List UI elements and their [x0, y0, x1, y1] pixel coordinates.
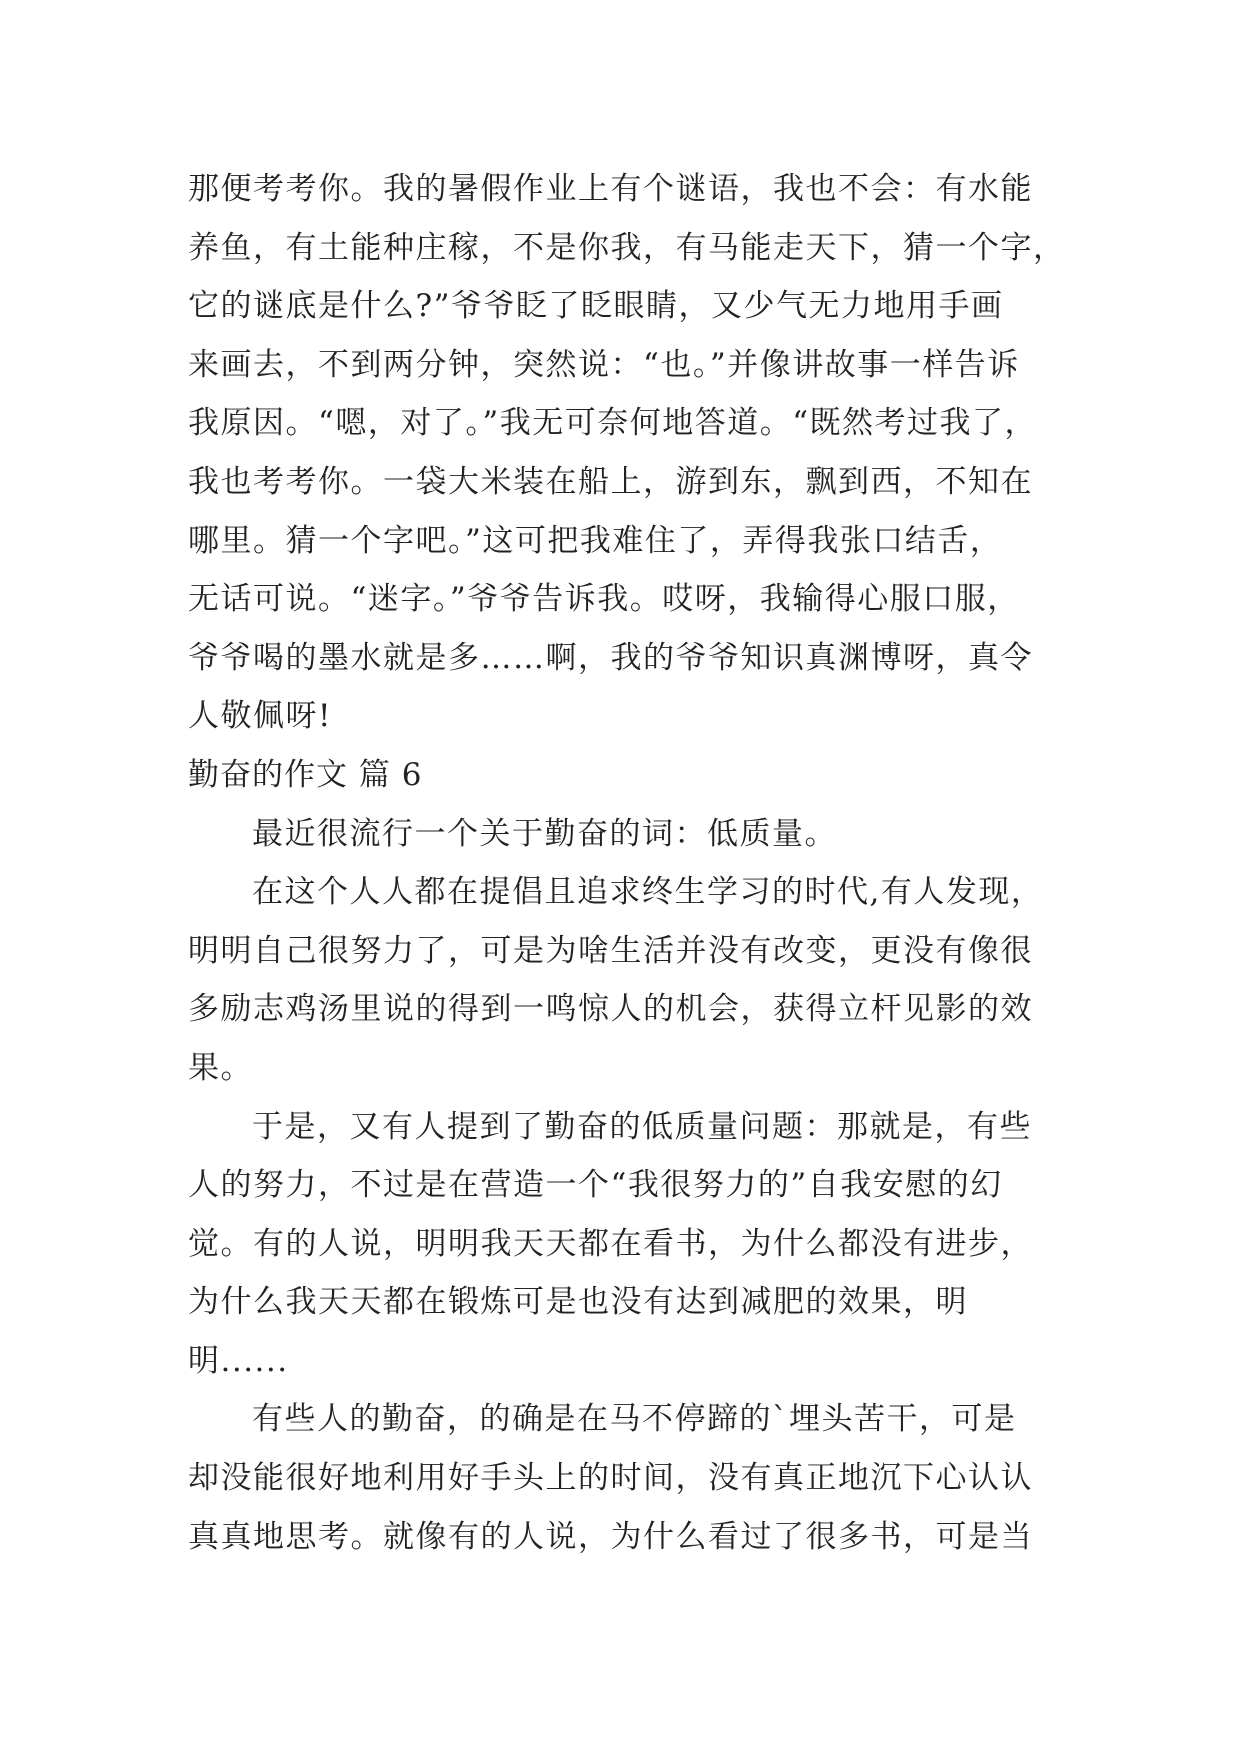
text-line: 养鱼，有土能种庄稼，不是你我，有马能走天下，猜一个字， [188, 229, 1066, 266]
paragraph-first-line: 最近很流行一个关于勤奋的词：低质量。 [252, 815, 837, 852]
text-line: 人敬佩呀! [188, 698, 332, 735]
text-line: 明明自己很努力了，可是为啥生活并没有改变，更没有像很 [188, 932, 1033, 969]
text-line: 爷爷喝的墨水就是多……啊，我的爷爷知识真渊博呀，真令 [188, 639, 1033, 676]
text-line: 却没能很好地利用好手头上的时间，没有真正地沉下心认认 [188, 1460, 1033, 1497]
paragraph-first-line: 有些人的勤奋，的确是在马不停蹄的`埋头苦干，可是 [252, 1401, 1017, 1438]
paragraph-first-line: 于是，又有人提到了勤奋的低质量问题：那就是，有些 [252, 1108, 1032, 1145]
text-line: 人的努力，不过是在营造一个“我很努力的”自我安慰的幻 [188, 1167, 1003, 1204]
text-line: 觉。有的人说，明明我天天都在看书，为什么都没有进步， [188, 1225, 1033, 1262]
paragraph-first-line: 在这个人人都在提倡且追求终生学习的时代,有人发现， [252, 874, 1044, 911]
text-line: 明...... [188, 1342, 289, 1379]
text-line: 无话可说。“迷字。”爷爷告诉我。哎呀，我输得心服口服， [188, 581, 1020, 618]
text-line: 哪里。猜一个字吧。”这可把我难住了，弄得我张口结舌， [188, 522, 1003, 559]
text-line: 来画去，不到两分钟，突然说：“也。”并像讲故事一样告诉 [188, 346, 1020, 383]
text-line: 我也考考你。一袋大米装在船上，游到东，飘到西，不知在 [188, 463, 1033, 500]
text-line: 为什么我天天都在锻炼可是也没有达到减肥的效果，明 [188, 1284, 968, 1321]
document-body [188, 160, 1066, 1566]
text-line: 那便考考你。我的暑假作业上有个谜语，我也不会：有水能 [188, 171, 1033, 207]
section-heading: 勤奋的作文 篇 6 [188, 756, 423, 793]
text-line: 真真地思考。就像有的人说，为什么看过了很多书，可是当 [188, 1518, 1033, 1555]
text-line: 多励志鸡汤里说的得到一鸣惊人的机会，获得立杆见影的效 [188, 991, 1033, 1028]
text-line: 我原因。“嗯，对了。”我无可奈何地答道。“既然考过我了， [188, 405, 1038, 442]
text-line: 果。 [188, 1049, 253, 1086]
text-line: 它的谜底是什么?”爷爷眨了眨眼睛，又少气无力地用手画 [188, 288, 1004, 325]
